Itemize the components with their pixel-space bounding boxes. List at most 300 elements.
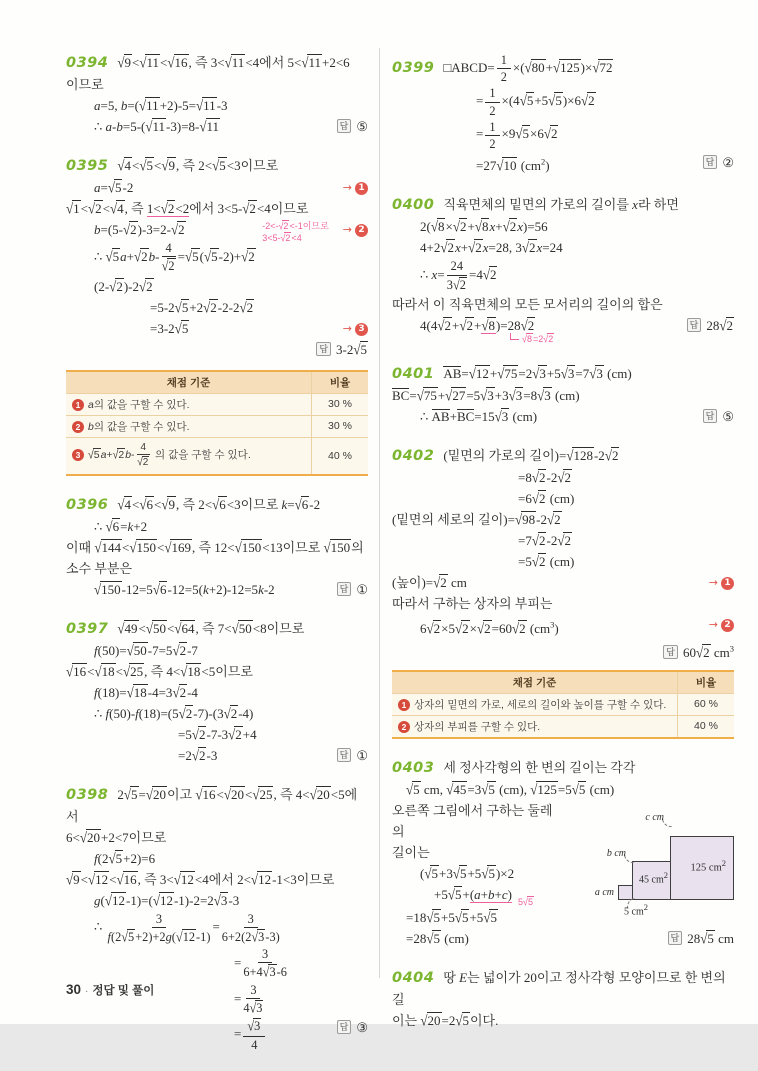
sqrt: √2 bbox=[605, 448, 620, 463]
line-math: =3-2√5 bbox=[150, 321, 189, 336]
sqrt: √16 bbox=[167, 55, 188, 70]
line-math: 4(4√2+√2+√8)=28√2 bbox=[420, 318, 535, 334]
solution-line bbox=[66, 537, 368, 558]
line-math: 이므로 bbox=[66, 77, 104, 92]
radical-sign: √ bbox=[105, 517, 113, 535]
line-math: b=(5-√2)-3=2-√2 bbox=[94, 222, 186, 237]
pink-underline bbox=[481, 318, 496, 334]
sqrt: √150 bbox=[235, 540, 263, 555]
radical-sign: √ bbox=[185, 247, 193, 265]
line-math: √150-12=5√6-12=5(k+2)-12=5k-2 bbox=[94, 582, 275, 597]
sqrt: √3 bbox=[589, 366, 604, 381]
solution-line bbox=[66, 618, 368, 640]
radical-sign: √ bbox=[152, 580, 160, 598]
sqrt: √12 bbox=[88, 872, 109, 887]
problem-0398 bbox=[66, 784, 368, 1053]
radical-sign: √ bbox=[426, 619, 434, 637]
line-math: =6√2 (cm) bbox=[518, 491, 574, 506]
solution-line bbox=[392, 445, 734, 467]
sqrt: √2 bbox=[455, 621, 470, 636]
sqrt: √8 bbox=[475, 219, 490, 234]
sqrt: √2 bbox=[137, 456, 149, 469]
radical-sign: √ bbox=[242, 200, 250, 217]
solution-line bbox=[392, 551, 734, 572]
sqrt: √64 bbox=[174, 621, 195, 636]
radical-sign: √ bbox=[145, 619, 153, 637]
step-marker: → 3 bbox=[343, 318, 368, 339]
solution-line bbox=[392, 406, 734, 427]
sqrt: √5 bbox=[175, 321, 190, 336]
answer bbox=[316, 339, 368, 360]
solution-line bbox=[392, 152, 734, 176]
step-number: 3 bbox=[355, 323, 368, 336]
radical-sign: √ bbox=[468, 365, 476, 383]
sqrt: √2 bbox=[161, 201, 176, 216]
sqrt: √2 bbox=[437, 318, 452, 333]
radical-sign: √ bbox=[88, 448, 94, 463]
criteria-number: 2 bbox=[72, 421, 84, 433]
problem-number: 0400 bbox=[392, 197, 435, 214]
radical-sign: √ bbox=[66, 870, 74, 888]
radical-sign: √ bbox=[191, 746, 199, 764]
sqrt: √2 bbox=[468, 240, 483, 255]
radical-sign: √ bbox=[161, 495, 169, 513]
grading-row bbox=[392, 715, 734, 738]
line-math: 이는 √20=2√5이다. bbox=[392, 1013, 498, 1028]
sqrt: √2 bbox=[459, 318, 474, 333]
line-math: 길이는 bbox=[392, 844, 430, 860]
line-math: ∴ √6=k+2 bbox=[94, 519, 147, 534]
radical-sign: √ bbox=[203, 298, 211, 316]
numerator: 4 bbox=[162, 241, 176, 257]
radical-sign: √ bbox=[508, 387, 516, 405]
solution-line bbox=[66, 827, 368, 848]
sqrt: √2 bbox=[453, 219, 468, 234]
radical-sign: √ bbox=[548, 92, 556, 109]
sqrt: √75 bbox=[497, 366, 518, 381]
radical-sign: √ bbox=[531, 532, 539, 550]
pink-underline: (a+b+c) bbox=[469, 886, 512, 902]
sqrt: √5 bbox=[204, 249, 219, 264]
sqrt: √5 bbox=[453, 866, 468, 881]
line-math: f(18)=√18-4=3√2-4 bbox=[94, 685, 198, 700]
grading-row bbox=[66, 415, 368, 437]
radical-sign: √ bbox=[139, 157, 147, 174]
radical-sign: √ bbox=[224, 54, 232, 71]
sqrt: √5 bbox=[124, 787, 139, 802]
line-math: ∴ a-b=5-(√11-3)=8-√11 bbox=[94, 119, 220, 134]
radical-sign: √ bbox=[520, 317, 528, 334]
radical-sign: √ bbox=[204, 247, 212, 265]
line-math: =2√2-3 bbox=[178, 748, 217, 763]
sqrt: √2 bbox=[88, 201, 103, 216]
denominator: 3√2 bbox=[446, 276, 466, 293]
fraction bbox=[137, 442, 151, 470]
criteria-number: 1 bbox=[398, 699, 410, 711]
radical-sign: √ bbox=[519, 92, 527, 109]
sqrt: √11 bbox=[225, 55, 246, 70]
line-math: (밑면의 가로의 길이)=√128-2√2 bbox=[443, 448, 619, 463]
sqrt: √5 bbox=[481, 866, 496, 881]
radical-sign: √ bbox=[172, 683, 180, 701]
radical-sign: √ bbox=[234, 538, 242, 556]
radical-sign: √ bbox=[212, 157, 220, 174]
answer-box-icon: 답 bbox=[337, 119, 352, 133]
radical-sign: √ bbox=[695, 644, 704, 661]
solution-line bbox=[392, 928, 734, 949]
radical-sign: √ bbox=[174, 619, 182, 637]
sqrt: √8 bbox=[431, 219, 446, 234]
radical-sign: √ bbox=[117, 157, 125, 174]
solution-line bbox=[392, 488, 734, 509]
radical-sign: √ bbox=[121, 928, 129, 945]
numerator: 3 bbox=[246, 983, 260, 999]
sqrt: √5 bbox=[483, 910, 498, 925]
sqrt: √12 bbox=[153, 893, 174, 908]
radical-sign: √ bbox=[223, 785, 231, 803]
sqrt: √12 bbox=[469, 366, 490, 381]
solution-line bbox=[66, 297, 368, 318]
sqrt: √5 bbox=[108, 180, 123, 195]
sqrt: √5 bbox=[175, 300, 190, 315]
sqrt: √5 bbox=[520, 93, 535, 108]
answer bbox=[668, 928, 734, 949]
line-math: √5 cm, √45=3√5 (cm), √125=5√5 (cm) bbox=[406, 782, 614, 797]
criteria-text: 상자의 부피를 구할 수 있다. bbox=[414, 720, 541, 733]
radical-sign: √ bbox=[700, 929, 708, 947]
sqrt: √2 bbox=[427, 621, 442, 636]
solution-line bbox=[392, 52, 734, 85]
line-math: √9<√12<√16, 즉 3<√12<4에서 2<√12-1<3이므로 bbox=[66, 872, 334, 887]
grading-table bbox=[66, 370, 368, 476]
sqrt: √3 bbox=[214, 893, 229, 908]
radical-sign: √ bbox=[239, 298, 247, 316]
radical-sign: √ bbox=[531, 490, 539, 508]
radical-sign: √ bbox=[109, 277, 117, 295]
answer-box-icon: 답 bbox=[687, 318, 702, 332]
sqrt: √3 bbox=[480, 388, 495, 403]
sqrt: √25 bbox=[252, 787, 273, 802]
sqrt: √4 bbox=[110, 201, 125, 216]
sqrt: √45 bbox=[446, 782, 467, 797]
radical-sign: √ bbox=[191, 725, 199, 743]
answer-text: 60√2 $cm^3$ bbox=[683, 645, 734, 660]
radical-sign: √ bbox=[514, 511, 523, 529]
sqrt: √5 bbox=[481, 782, 496, 797]
radical-sign: √ bbox=[301, 54, 309, 71]
sqrt: √6 bbox=[295, 497, 310, 512]
sqrt: √4 bbox=[117, 497, 132, 512]
sqrt: √3 bbox=[509, 388, 524, 403]
sqrt: √5 bbox=[448, 887, 463, 902]
answer-box-icon: 답 bbox=[703, 409, 718, 423]
page-number: 30 bbox=[66, 982, 82, 997]
numerator: 4 bbox=[137, 442, 151, 455]
sqrt: √2 bbox=[503, 219, 518, 234]
sqrt: √20 bbox=[80, 830, 101, 845]
sqrt: √2 bbox=[109, 279, 124, 294]
radical-sign: √ bbox=[482, 266, 490, 284]
line-math: (밑면의 세로의 길이)=√98-2√2 bbox=[392, 512, 562, 527]
radical-sign: √ bbox=[523, 895, 528, 908]
sqrt: √2 bbox=[280, 232, 291, 244]
numerator: 1 bbox=[497, 53, 511, 69]
radical-sign: √ bbox=[108, 849, 116, 867]
criteria-cell bbox=[66, 393, 312, 415]
radical-sign: √ bbox=[213, 891, 221, 909]
sqrt: √50 bbox=[127, 643, 148, 658]
radical-sign: √ bbox=[353, 340, 361, 358]
pink-annotation: 5√5 bbox=[518, 897, 534, 907]
radical-sign: √ bbox=[164, 538, 172, 556]
radical-sign: √ bbox=[66, 662, 74, 680]
problem-number: 0399 bbox=[392, 59, 435, 76]
problem-0404 bbox=[392, 967, 734, 1031]
sqrt: √12 bbox=[174, 872, 195, 887]
answer-text: ③ bbox=[356, 1020, 368, 1036]
line-math: 땅 E는 넓이가 20이고 정사각형 모양이므로 한 변의 길 bbox=[392, 969, 726, 1007]
figure-area-middle: 45 $cm^2$ bbox=[639, 870, 668, 886]
radical-sign: √ bbox=[483, 908, 491, 926]
sqrt: √9 bbox=[161, 497, 176, 512]
sqrt: √12 bbox=[105, 893, 126, 908]
numerator: 3 bbox=[244, 912, 258, 928]
figure-label-a: a cm bbox=[594, 886, 614, 898]
radical-sign: √ bbox=[79, 828, 87, 846]
line-math: g(√12-1)=(√12-1)-2=2√3-3 bbox=[94, 893, 239, 908]
radical-sign: √ bbox=[66, 200, 74, 217]
sqrt: √125 bbox=[530, 782, 558, 797]
radical-sign: √ bbox=[452, 218, 460, 236]
criteria-number: 3 bbox=[72, 449, 84, 461]
radical-sign: √ bbox=[145, 118, 153, 135]
denominator: 6+4√3-6 bbox=[243, 964, 287, 981]
fraction bbox=[243, 1018, 265, 1052]
solution-line bbox=[66, 240, 368, 297]
line-math: =8√2-2√2 bbox=[518, 470, 572, 485]
radical-sign: √ bbox=[109, 200, 118, 217]
grading-row bbox=[392, 693, 734, 715]
denominator: 6+2(2√3-3) bbox=[221, 928, 280, 945]
line-math: 이때 √144<√150<√169, 즉 12<√150<13이므로 √150의 bbox=[66, 540, 364, 555]
solution-line bbox=[66, 640, 368, 661]
criteria-text: √5a+√2b- $\frac{4}{√2}$ 의 값을 구할 수 있다. bbox=[88, 441, 251, 469]
sqrt: √49 bbox=[117, 621, 138, 636]
right-column bbox=[392, 52, 734, 1071]
answer-box-icon: 답 bbox=[663, 645, 678, 659]
sqrt: √2 bbox=[192, 727, 207, 742]
answer-text: 3-2√5 bbox=[336, 342, 368, 357]
answer bbox=[337, 745, 368, 766]
radical-sign: √ bbox=[126, 641, 134, 659]
problem-number: 0402 bbox=[392, 448, 435, 465]
sqrt: √18 bbox=[180, 664, 201, 679]
fraction bbox=[497, 53, 511, 84]
sqrt: √8 bbox=[522, 333, 532, 345]
radical-sign: √ bbox=[447, 885, 455, 903]
answer-text: 28√5 cm bbox=[687, 931, 734, 946]
radical-sign: √ bbox=[530, 780, 538, 798]
radical-sign: √ bbox=[280, 232, 286, 244]
squares-figure bbox=[568, 800, 734, 918]
problem-number: 0401 bbox=[392, 366, 435, 383]
solution-line bbox=[66, 1017, 368, 1053]
radical-sign: √ bbox=[521, 239, 530, 257]
table-header-criteria: 채점 기준 bbox=[66, 371, 312, 394]
line-math: 6√2×5√2×√2=60√2 $(cm^3)$ bbox=[420, 621, 559, 636]
sqrt: √5 bbox=[212, 158, 227, 173]
radical-sign: √ bbox=[139, 97, 147, 114]
solution-line bbox=[66, 890, 368, 911]
radical-sign: √ bbox=[94, 580, 102, 598]
numerator: 3 bbox=[152, 912, 166, 928]
fraction bbox=[447, 259, 467, 293]
sqrt: √2 bbox=[172, 685, 187, 700]
step-number: 2 bbox=[355, 224, 368, 237]
solution-line bbox=[66, 116, 368, 137]
sqrt: √11 bbox=[199, 119, 220, 134]
sqrt: √5 bbox=[548, 93, 563, 108]
radical-sign: √ bbox=[433, 574, 441, 592]
sqrt: √2 bbox=[192, 748, 207, 763]
column-divider bbox=[379, 48, 380, 978]
criteria-cell bbox=[66, 437, 312, 474]
step-number: 1 bbox=[721, 577, 734, 590]
sqrt: √5 bbox=[88, 448, 100, 463]
radical-sign: √ bbox=[112, 448, 119, 463]
radical-sign: √ bbox=[468, 239, 476, 257]
sqrt: √2 bbox=[228, 727, 243, 742]
line-math: =27√10 $(cm^2)$ bbox=[476, 158, 550, 173]
line-math: 오른쪽 그림에서 구하는 둘레의 bbox=[392, 802, 553, 839]
solution-line bbox=[66, 516, 368, 537]
answer-box-icon: 답 bbox=[337, 582, 352, 596]
table-header-criteria: 채점 기준 bbox=[392, 671, 678, 694]
line-math: 6<√20+2<7이므로 bbox=[66, 830, 166, 845]
line-math: =5√2-7-3√2+4 bbox=[178, 727, 257, 742]
solution-line bbox=[66, 682, 368, 703]
answer bbox=[337, 1017, 368, 1038]
solution-line bbox=[66, 724, 368, 745]
sqrt: √5 bbox=[455, 910, 470, 925]
radical-sign: √ bbox=[223, 704, 231, 722]
sqrt: √2 bbox=[522, 240, 537, 255]
sqrt: √150 bbox=[324, 540, 352, 555]
radical-sign: √ bbox=[406, 780, 414, 798]
overline: AB bbox=[443, 366, 462, 382]
solution-line bbox=[66, 703, 368, 724]
sqrt: √11 bbox=[145, 119, 166, 134]
sqrt: √5 bbox=[515, 126, 530, 141]
problem-number: 0404 bbox=[392, 969, 435, 986]
denominator: 2 bbox=[489, 103, 496, 118]
sqrt: √6 bbox=[153, 582, 168, 597]
radical-sign: √ bbox=[543, 333, 549, 345]
solution-line bbox=[392, 85, 734, 118]
solution-line bbox=[392, 530, 734, 551]
sqrt: √2 bbox=[440, 240, 455, 255]
sqrt: √18 bbox=[94, 664, 115, 679]
radical-sign: √ bbox=[126, 683, 134, 701]
solution-line bbox=[66, 911, 368, 947]
sqrt: √150 bbox=[129, 540, 157, 555]
radical-sign: √ bbox=[105, 247, 113, 265]
radical-sign: √ bbox=[589, 365, 597, 383]
sqrt: √2 bbox=[171, 222, 186, 237]
radical-sign: √ bbox=[178, 704, 186, 722]
sqrt: √3 bbox=[561, 366, 576, 381]
radical-sign: √ bbox=[323, 538, 331, 556]
sqrt: √2 bbox=[123, 222, 138, 237]
line-math: =7√2-2√2 bbox=[518, 533, 572, 548]
step-number: 2 bbox=[721, 619, 734, 632]
fraction bbox=[485, 86, 499, 117]
answer bbox=[687, 315, 734, 336]
sqrt: √2 bbox=[547, 512, 562, 527]
radical-sign: √ bbox=[455, 1011, 463, 1029]
fraction bbox=[243, 947, 287, 981]
radical-sign: √ bbox=[145, 785, 153, 803]
problem-number: 0403 bbox=[392, 759, 435, 776]
sqrt: √20 bbox=[224, 787, 245, 802]
line-math: a=√5-2 bbox=[94, 180, 133, 195]
solution-line bbox=[66, 52, 368, 74]
superscript: 2 bbox=[540, 157, 546, 168]
radical-sign: √ bbox=[424, 864, 432, 882]
sqrt: √2 bbox=[278, 220, 289, 232]
solution-line bbox=[392, 385, 734, 406]
denominator: 4 bbox=[251, 1037, 258, 1052]
line-math: 세 정사각형의 한 변의 길이는 각각 bbox=[443, 759, 636, 775]
sqrt: √16 bbox=[66, 664, 87, 679]
denominator: 2 bbox=[489, 136, 496, 151]
step-marker: → 1 bbox=[709, 572, 734, 593]
sqrt: √2 bbox=[242, 201, 257, 216]
criteria-text: b의 값을 구할 수 있다. bbox=[88, 420, 190, 433]
superscript: 3 bbox=[550, 619, 555, 630]
radical-sign: √ bbox=[107, 179, 115, 196]
problem-number: 0398 bbox=[66, 786, 109, 803]
radical-sign: √ bbox=[592, 58, 600, 76]
sqrt: √8 bbox=[481, 318, 496, 333]
sqrt: √2 bbox=[557, 470, 572, 485]
radical-sign: √ bbox=[537, 387, 545, 405]
sqrt: √27 bbox=[445, 388, 466, 403]
problem-number: 0394 bbox=[66, 55, 109, 71]
radical-sign: √ bbox=[522, 333, 527, 345]
radical-sign: √ bbox=[138, 277, 147, 295]
problem-0395 bbox=[66, 155, 368, 476]
overline: BC bbox=[456, 409, 475, 425]
line-math: √4<√5<√9, 즉 2<√5<3이므로 bbox=[117, 158, 278, 173]
radical-sign: √ bbox=[557, 532, 565, 550]
sqrt: √2 bbox=[532, 533, 547, 548]
sqrt: √98 bbox=[515, 512, 536, 527]
radical-sign: √ bbox=[553, 58, 561, 76]
radical-sign: √ bbox=[123, 221, 131, 238]
radical-sign: √ bbox=[430, 218, 438, 236]
sqrt: √2 bbox=[521, 318, 536, 333]
answer bbox=[703, 152, 734, 173]
problem-0396 bbox=[66, 494, 368, 600]
answer-text: ② bbox=[722, 155, 734, 171]
radical-sign: √ bbox=[437, 317, 445, 334]
radical-sign: √ bbox=[309, 785, 317, 803]
solution-line bbox=[392, 757, 734, 779]
radical-sign: √ bbox=[87, 870, 96, 888]
answer-text: 28√2 bbox=[706, 318, 734, 333]
sqrt: √75 bbox=[417, 388, 438, 403]
